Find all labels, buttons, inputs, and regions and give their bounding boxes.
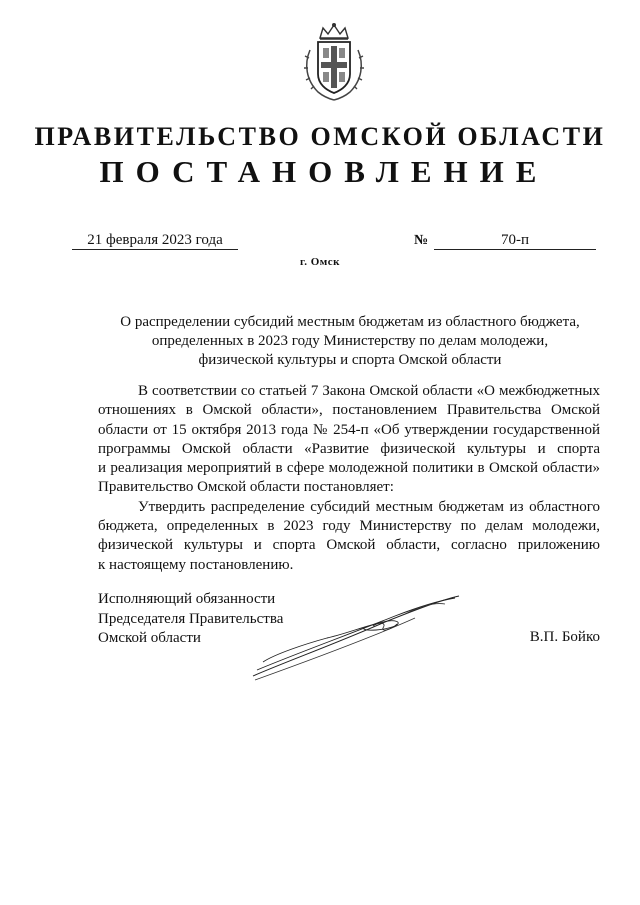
document-subject xyxy=(100,313,600,370)
coat-of-arms-emblem xyxy=(296,22,372,102)
government-title: ПРАВИТЕЛЬСТВО ОМСКОЙ ОБЛАСТИ xyxy=(34,122,606,151)
body-line: бюджета, определенных в 2023 году Министерству по делам молодежи, xyxy=(98,518,600,535)
document-type-title: ПОСТАНОВЛЕНИЕ xyxy=(99,154,549,189)
body-line: физической культуры и спорта Омской области, согласно приложению xyxy=(98,537,600,554)
document-number: 70-п xyxy=(434,232,596,250)
body-line: Утвердить распределение субсидий местным бюджетам из областного xyxy=(138,498,600,515)
number-sign: № xyxy=(414,233,429,248)
body-line: Правительство Омской области постановляет: xyxy=(98,479,394,496)
body-line: и реализация мероприятий в сфере молодежной политики в Омской области» xyxy=(98,460,600,477)
body-line: к настоящему постановлению. xyxy=(98,556,294,573)
position-line: Омской области xyxy=(98,630,201,646)
document-body xyxy=(98,382,600,575)
subject-line: О распределении субсидий местным бюджетам из областного бюджета, xyxy=(120,314,580,330)
body-line: отношениях в Омской области», постановлением Правительства Омской xyxy=(98,402,600,419)
subject-line: определенных в 2023 году Министерству по делам молодежи, xyxy=(151,333,549,349)
signatory-name: В.П. Бойко xyxy=(529,629,600,645)
subject-line: физической культуры и спорта Омской области xyxy=(198,352,502,368)
body-line: программы Омской области «Развитие физической культуры и спорта xyxy=(98,440,600,457)
body-line: области от 15 октября 2013 года № 254-п «Об утверждении государственной xyxy=(98,421,600,438)
city-label: г. Омск xyxy=(299,256,341,268)
position-line: Исполняющий обязанности xyxy=(98,591,276,607)
handwritten-signature xyxy=(245,592,465,684)
document-date: 21 февраля 2023 года xyxy=(72,232,238,250)
position-line: Председателя Правительства xyxy=(98,610,284,627)
body-line: В соответствии со статьей 7 Закона Омской области «О межбюджетных xyxy=(138,383,600,399)
